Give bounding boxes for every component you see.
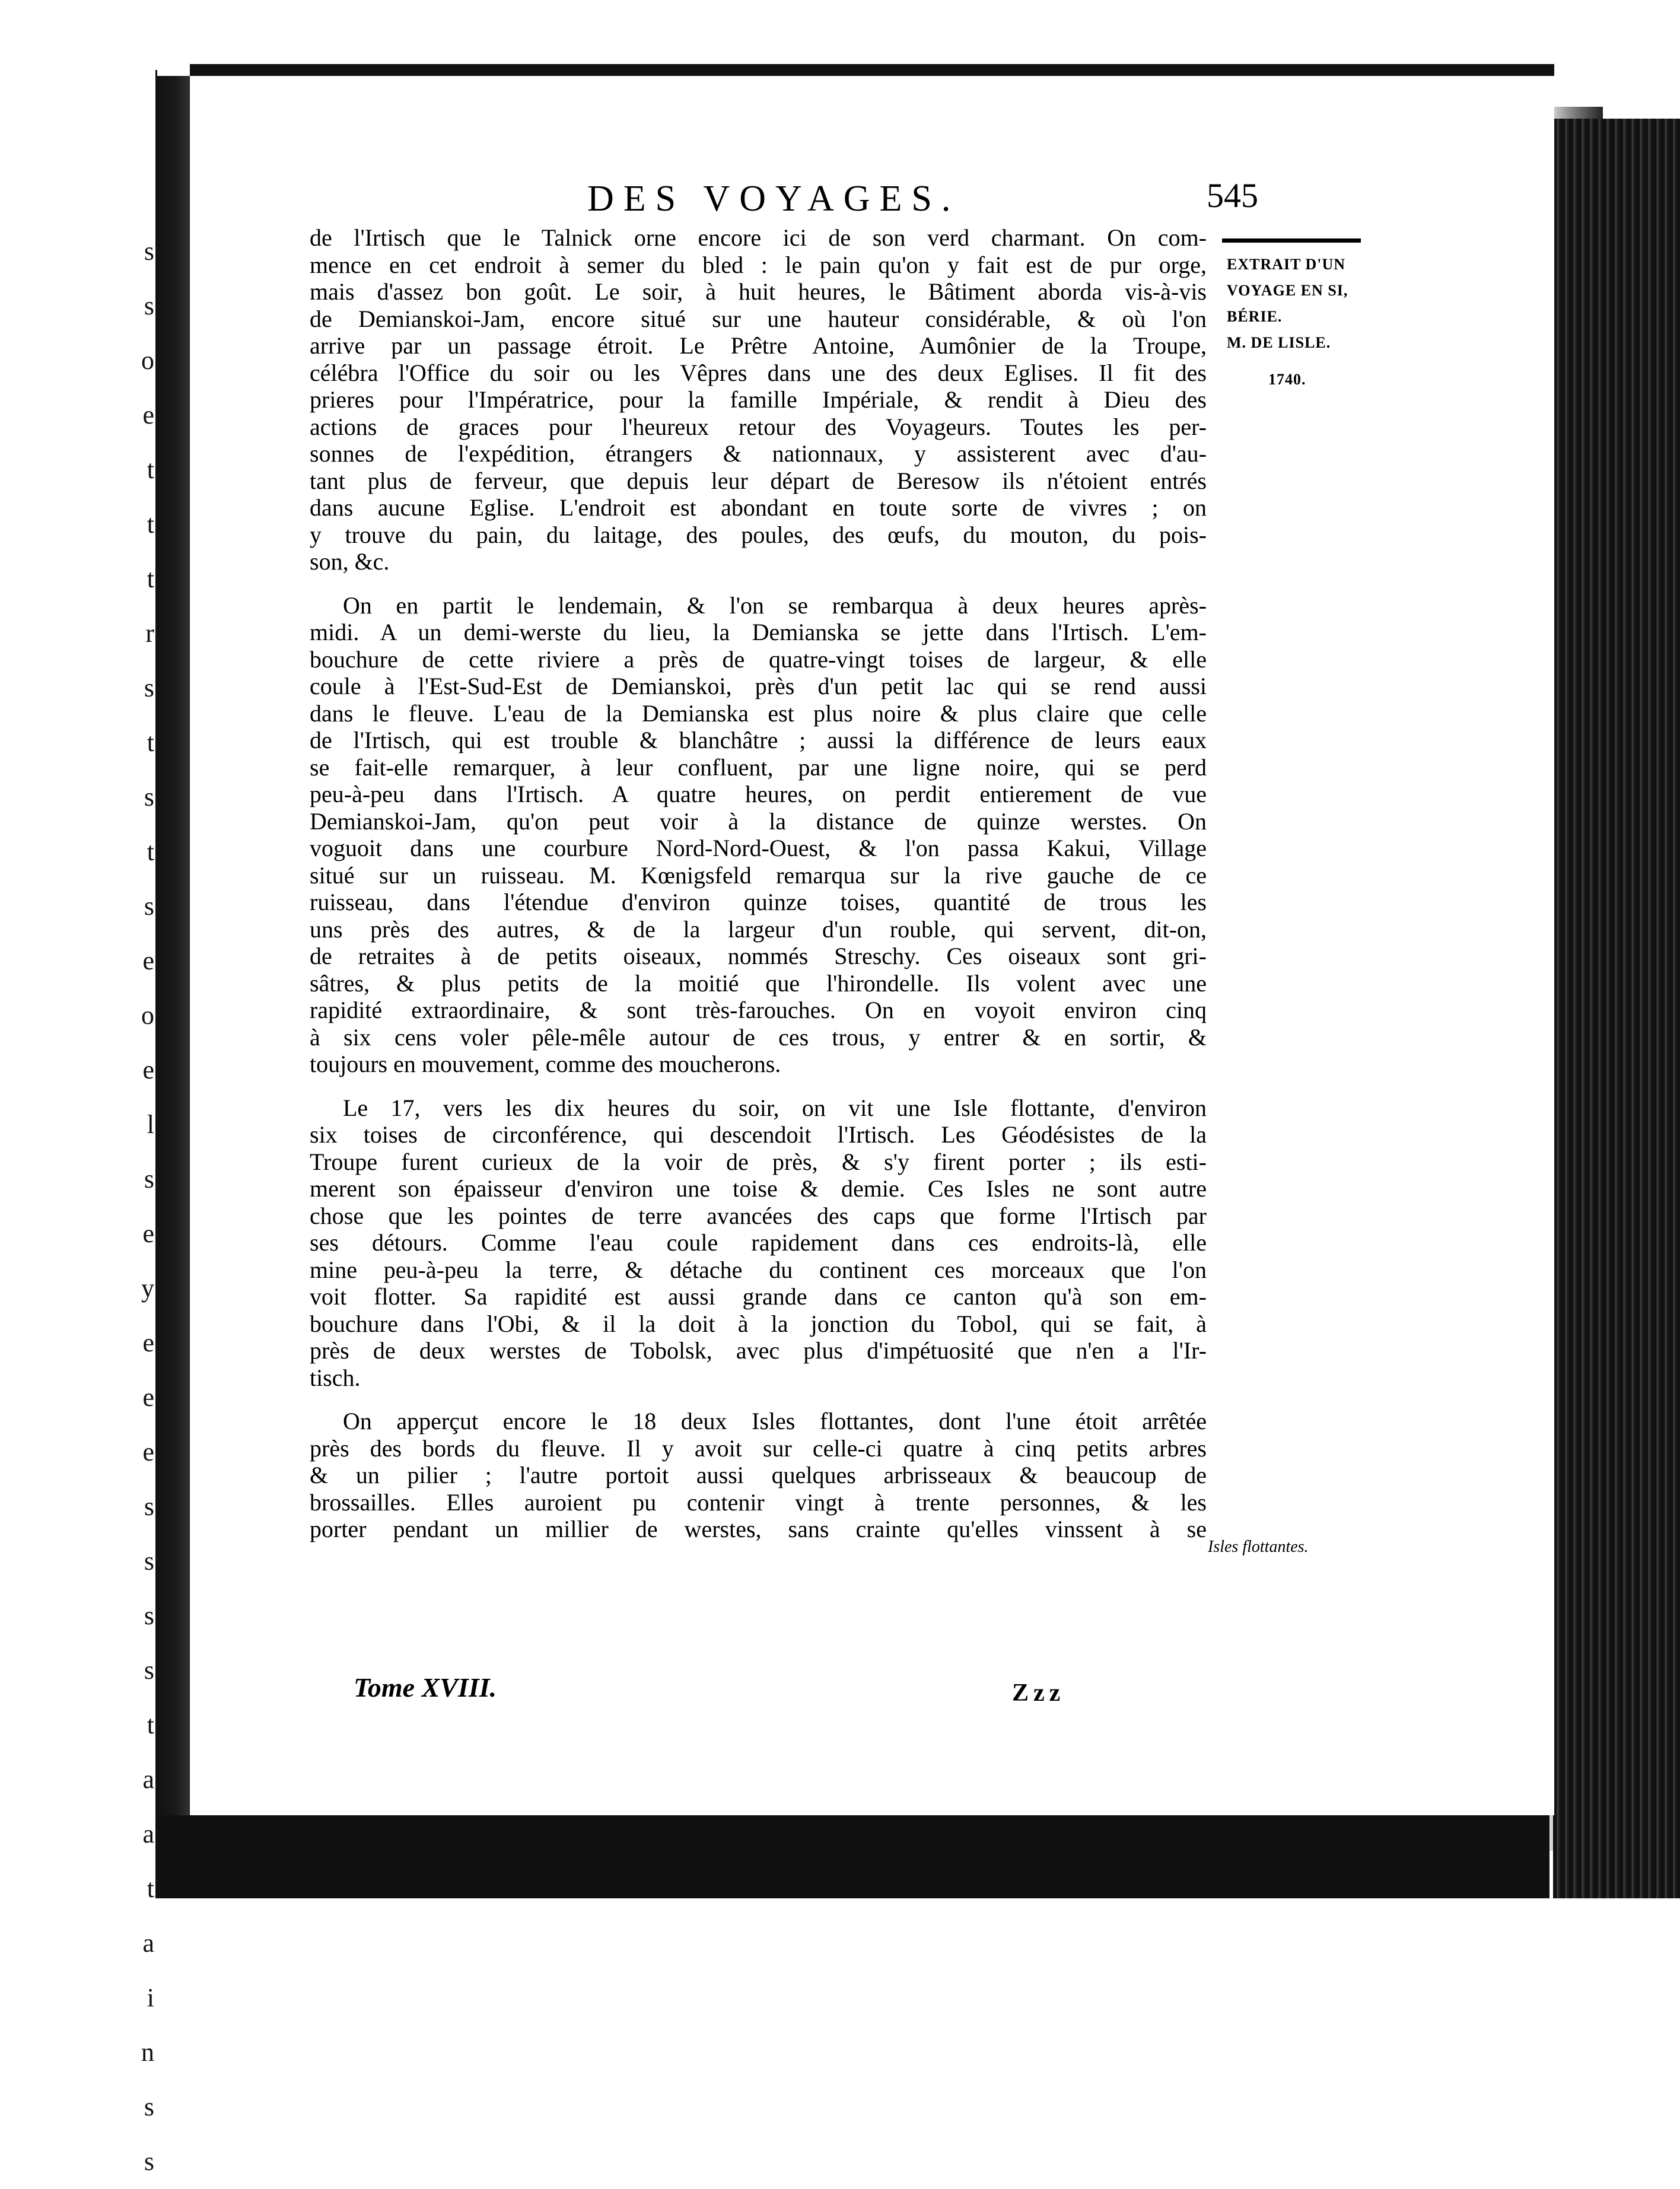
left-edge-char: t: [147, 1874, 154, 1903]
left-edge-char: o: [141, 346, 154, 375]
left-edge-char: o: [141, 1001, 154, 1030]
left-edge-char: s: [144, 1656, 154, 1685]
page-number: 545: [1207, 176, 1258, 215]
text-line: merent son épaisseur d'environ une toise & demie. Ces Isles ne sont autre: [310, 1175, 1207, 1202]
text-line: chose que les pointes de terre avancées des caps que forme l'Irtisch par: [310, 1202, 1207, 1229]
text-line: tant plus de ferveur, que depuis leur départ de Beresow ils n'étoient entrés: [310, 467, 1207, 494]
text-line: midi. A un demi-werste du lieu, la Demianska se jette dans l'Irtisch. L'em-: [310, 619, 1207, 645]
paragraph-gap: [310, 575, 1207, 592]
text-line: ses détours. Comme l'eau coule rapidement dans ces endroits-là, elle: [310, 1229, 1207, 1256]
running-head: DES VOYAGES.: [587, 179, 960, 219]
text-line: dans le fleuve. L'eau de la Demianska est plus noire & plus claire que celle: [310, 699, 1207, 727]
text-line: toujours en mouvement, comme des moucherons.: [310, 1051, 781, 1077]
margin-note-line: VOYAGE EN SI,: [1227, 282, 1348, 299]
left-edge-char: a: [142, 1929, 154, 1958]
left-edge-char: s: [144, 291, 154, 320]
left-edge-char: e: [142, 400, 154, 429]
text-line: mais d'assez bon goût. Le soir, à huit heures, le Bâtiment aborda vis-à-vis: [310, 278, 1207, 305]
text-line: voguoit dans une courbure Nord-Nord-Ouest, & l'on passa Kakui, Village: [310, 835, 1207, 861]
text-line: & un pilier ; l'autre portoit aussi quelques arbrisseaux & beaucoup de: [310, 1462, 1207, 1488]
text-line: Troupe furent curieux de la voir de près, & s'y firent porter ; ils esti-: [310, 1148, 1207, 1175]
left-edge-char: s: [144, 1547, 154, 1576]
book-fore-edge: [1553, 119, 1680, 1898]
left-facing-page: [0, 70, 157, 2176]
page-top-shadow: [190, 64, 1554, 77]
left-edge-char: e: [142, 1328, 154, 1357]
left-page-edge-text: [131, 224, 154, 2189]
text-line: prieres pour l'Impératrice, pour la famille Impériale, & rendit à Dieu des: [310, 386, 1207, 413]
left-edge-char: s: [144, 782, 154, 812]
left-edge-char: s: [144, 1492, 154, 1521]
left-edge-char: e: [142, 946, 154, 975]
text-line: de Demianskoi-Jam, encore situé sur une hauteur considérable, & où l'on: [310, 305, 1207, 332]
text-line: rapidité extraordinaire, & sont très-farouches. On en voyoit environ cinq: [310, 997, 1207, 1023]
text-line: situé sur un ruisseau. M. Kœnigsfeld remarqua sur la rive gauche de ce: [310, 861, 1207, 889]
left-edge-char: e: [142, 1055, 154, 1084]
margin-note-line: EXTRAIT D'UN: [1227, 256, 1346, 273]
text-line: bouchure dans l'Obi, & il la doit à la jonction du Tobol, qui se fait, à: [310, 1310, 1207, 1337]
footer-signature: Zzz: [1012, 1679, 1065, 1707]
left-edge-char: l: [147, 1110, 154, 1139]
text-line: sâtres, & plus petits de la moitié que l'hirondelle. Ils volent avec une: [310, 969, 1207, 997]
left-edge-char: t: [147, 1710, 154, 1739]
text-line: bouchure de cette riviere a près de quatre-vingt toises de largeur, & elle: [310, 645, 1207, 673]
text-line: tisch.: [310, 1364, 361, 1391]
left-edge-char: e: [142, 1383, 154, 1412]
left-edge-char: s: [144, 237, 154, 266]
book-gutter-shadow: [155, 76, 190, 1891]
left-edge-char: s: [144, 2092, 154, 2121]
side-label-isles: Isles flottantes.: [1208, 1538, 1309, 1556]
text-line: à six cens voler pêle-mêle autour de ces trous, y entrer & en sortir, &: [310, 1023, 1207, 1051]
header-rule: [1222, 238, 1361, 243]
text-line: arrive par un passage étroit. Le Prêtre Antoine, Aumônier de la Troupe,: [310, 332, 1207, 359]
left-edge-char: s: [144, 892, 154, 921]
text-line: sonnes de l'expédition, étrangers & nationnaux, y assisterent avec d'au-: [310, 440, 1207, 467]
left-edge-char: s: [144, 1165, 154, 1194]
text-line: coule à l'Est-Sud-Est de Demianskoi, près d'un petit lac qui se rend aussi: [310, 673, 1207, 699]
margin-note-year: 1740.: [1268, 371, 1306, 388]
paragraph-gap: [310, 1391, 1207, 1408]
margin-note-line: M. DE LISLE.: [1227, 334, 1331, 351]
paragraph-gap: [310, 1078, 1207, 1094]
text-line: On en partit le lendemain, & l'on se rembarqua à deux heures après-: [343, 591, 1207, 619]
text-line: Demianskoi-Jam, qu'on peut voir à la distance de quinze werstes. On: [310, 807, 1207, 835]
left-edge-char: y: [141, 1274, 154, 1303]
text-line: porter pendant un millier de werstes, sans crainte qu'elles vinssent à se: [310, 1516, 1207, 1542]
text-line: de retraites à de petits oiseaux, nommés Streschy. Ces oiseaux sont gri-: [310, 943, 1207, 969]
left-edge-char: e: [142, 1437, 154, 1466]
text-line: voit flotter. Sa rapidité est aussi grande dans ce canton qu'à son em-: [310, 1283, 1207, 1310]
text-line: mine peu-à-peu la terre, & détache du continent ces morceaux que l'on: [310, 1256, 1207, 1283]
left-edge-char: t: [147, 564, 154, 593]
text-line: ruisseau, dans l'étendue d'environ quinze toises, quantité de trous les: [310, 889, 1207, 915]
body-text: [310, 224, 1207, 1543]
margin-note-line: BÉRIE.: [1227, 308, 1283, 325]
left-edge-char: i: [147, 1983, 154, 2012]
text-line: Le 17, vers les dix heures du soir, on vit une Isle flottante, d'environ: [343, 1094, 1207, 1121]
left-edge-char: s: [144, 673, 154, 702]
text-line: près de deux werstes de Tobolsk, avec plus d'impétuosité que n'en a l'Ir-: [310, 1337, 1207, 1364]
text-line: actions de graces pour l'heureux retour des Voyageurs. Toutes les per-: [310, 413, 1207, 440]
text-line: uns près des autres, & de la largeur d'un rouble, qui servent, dit-on,: [310, 915, 1207, 943]
text-line: dans aucune Eglise. L'endroit est abondant en toute sorte de vivres ; on: [310, 494, 1207, 521]
left-edge-char: t: [147, 728, 154, 757]
left-edge-char: r: [145, 619, 154, 648]
left-edge-char: e: [142, 1219, 154, 1248]
text-line: de l'Irtisch que le Talnick orne encore ici de son verd charmant. On com-: [310, 224, 1207, 251]
left-edge-char: t: [147, 837, 154, 866]
text-line: six toises de circonférence, qui descendoit l'Irtisch. Les Géodésistes de la: [310, 1121, 1207, 1148]
text-line: mence en cet endroit à semer du bled : le pain qu'on y fait est de pur orge,: [310, 251, 1207, 278]
left-edge-char: t: [147, 455, 154, 484]
page-bottom-shadow: [155, 1815, 1549, 1898]
text-line: y trouve du pain, du laitage, des poules, des œufs, du mouton, du pois-: [310, 521, 1207, 548]
left-edge-char: s: [144, 2147, 154, 2176]
text-line: près des bords du fleuve. Il y avoit sur celle-ci quatre à cinq petits arbres: [310, 1434, 1207, 1462]
left-edge-char: s: [144, 1601, 154, 1630]
text-line: peu-à-peu dans l'Irtisch. A quatre heures, on perdit entierement de vue: [310, 781, 1207, 807]
margin-note: [1227, 252, 1369, 393]
footer-tome: Tome XVIII.: [354, 1672, 497, 1703]
text-line: brossailles. Elles auroient pu contenir vingt à trente personnes, & les: [310, 1488, 1207, 1516]
left-edge-char: a: [142, 1819, 154, 1848]
text-line: célébra l'Office du soir ou les Vêpres dans une des deux Eglises. Il fit des: [310, 359, 1207, 386]
left-edge-char: t: [147, 510, 154, 539]
left-edge-char: a: [142, 1765, 154, 1794]
text-line: se fait-elle remarquer, à leur confluent, par une ligne noire, qui se perd: [310, 753, 1207, 781]
left-edge-char: n: [141, 2038, 154, 2067]
text-line: son, &c.: [310, 548, 390, 575]
text-line: On apperçut encore le 18 deux Isles flottantes, dont l'une étoit arrêtée: [343, 1408, 1207, 1434]
text-line: de l'Irtisch, qui est trouble & blanchâtre ; aussi la différence de leurs eaux: [310, 727, 1207, 753]
